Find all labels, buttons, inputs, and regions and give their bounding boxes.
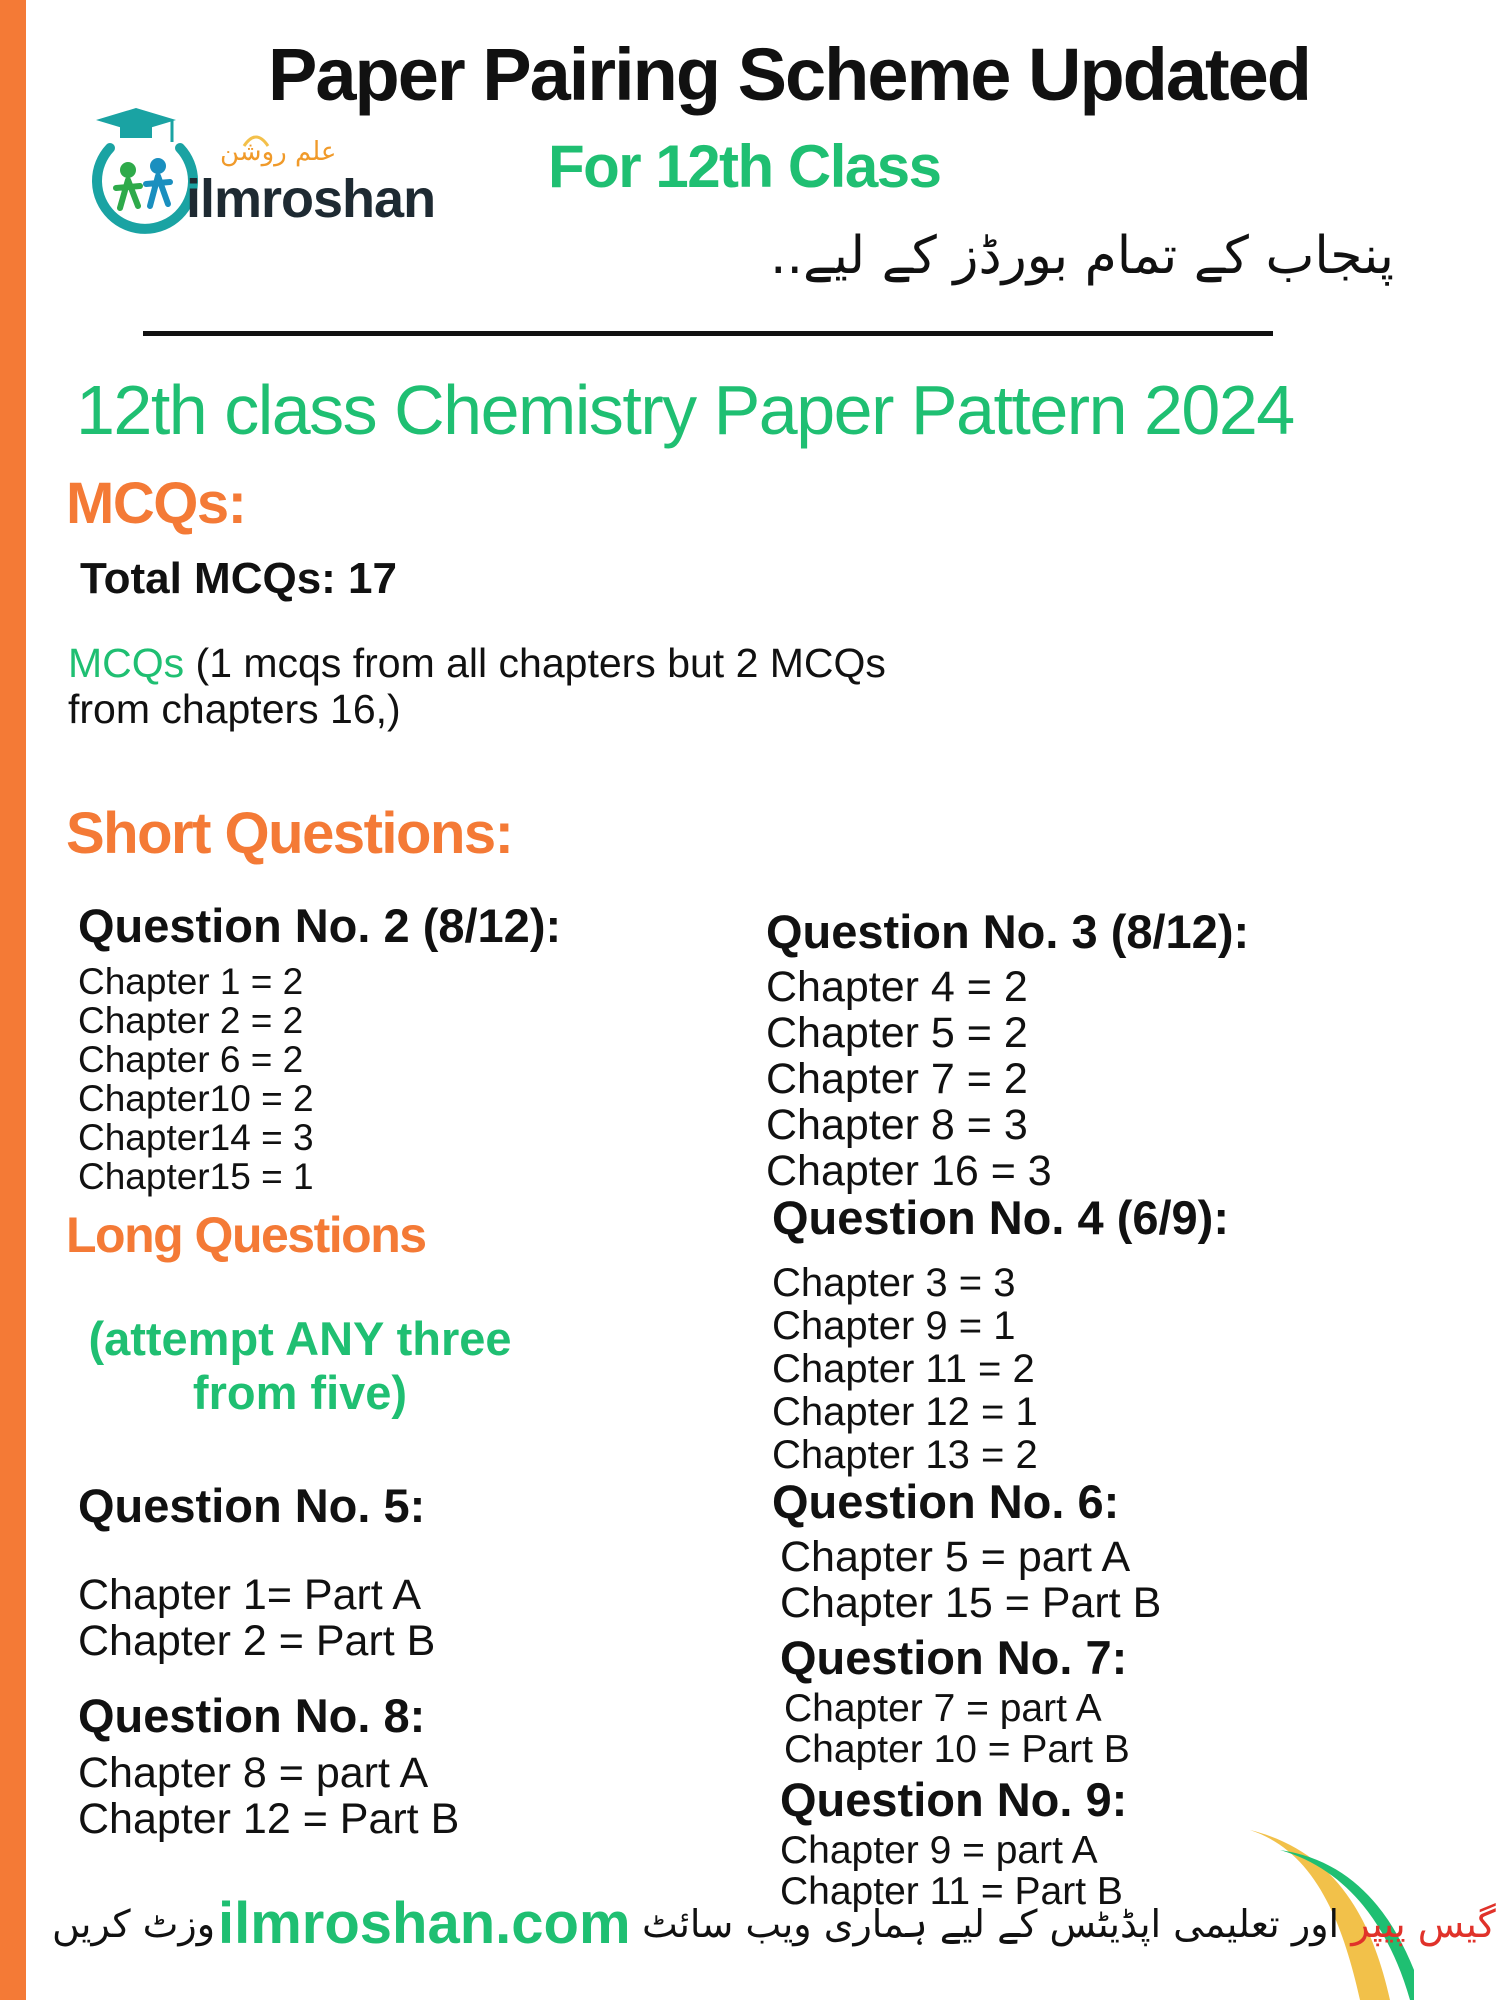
list-item: Chapter 1= Part A	[78, 1571, 422, 1619]
footer-urdu-text: اور تعلیمی اپڈیٹس کے لیے ہماری ویب سائٹ	[642, 1902, 1352, 1946]
question-9-list	[780, 1830, 1123, 1912]
list-item: Chapter 11 = 2	[772, 1347, 1035, 1391]
header-divider	[143, 331, 1273, 336]
list-item: Chapter 9 = 1	[772, 1304, 1016, 1348]
question-6-title: Question No. 6:	[772, 1475, 1120, 1528]
list-item: Chapter 3 = 3	[772, 1261, 1016, 1305]
list-item: Chapter 4 = 2	[766, 963, 1028, 1011]
question-6-list	[780, 1534, 1161, 1626]
question-2-title: Question No. 2 (8/12):	[78, 899, 562, 952]
mcqs-heading: MCQs:	[66, 471, 246, 536]
list-item: Chapter 5 = 2	[766, 1009, 1028, 1057]
list-item: Chapter 9 = part A	[780, 1829, 1098, 1872]
question-8-list	[78, 1750, 459, 1842]
list-item: Chapter 13 = 2	[772, 1433, 1038, 1477]
footer-urdu-left: وزٹ کریں	[52, 1902, 216, 1946]
list-item: Chapter 12 = 1	[772, 1390, 1038, 1434]
question-4-list	[772, 1262, 1038, 1477]
attempt-note: (attempt ANY three from five)	[88, 1312, 512, 1419]
question-7-list	[784, 1688, 1130, 1770]
footer-urdu-highlight: گیس پیپر	[1351, 1902, 1496, 1946]
list-item: Chapter14 = 3	[78, 1117, 314, 1158]
question-4-title: Question No. 4 (6/9):	[772, 1191, 1229, 1244]
page-subtitle: For 12th Class	[548, 133, 941, 200]
list-item: Chapter 11 = Part B	[780, 1870, 1123, 1913]
mcqs-highlight: MCQs	[68, 640, 185, 686]
question-3-title: Question No. 3 (8/12):	[766, 905, 1250, 958]
mcqs-description	[68, 640, 968, 732]
question-5-list	[78, 1572, 435, 1664]
question-3-list	[766, 964, 1052, 1194]
list-item: Chapter 2 = 2	[78, 1000, 304, 1041]
question-5-title: Question No. 5:	[78, 1479, 426, 1532]
long-questions-heading: Long Questions	[66, 1207, 426, 1263]
mcqs-description-text: (1 mcqs from all chapters but 2 MCQs from chapters 16,)	[68, 640, 886, 732]
list-item: Chapter 10 = Part B	[784, 1728, 1130, 1771]
list-item: Chapter10 = 2	[78, 1078, 314, 1119]
list-item: Chapter 2 = Part B	[78, 1617, 436, 1665]
list-item: Chapter 12 = Part B	[78, 1795, 460, 1843]
list-item: Chapter 5 = part A	[780, 1533, 1131, 1581]
short-questions-heading: Short Questions:	[66, 801, 513, 866]
list-item: Chapter 15 = Part B	[780, 1579, 1162, 1627]
urdu-subtitle: پنجاب کے تمام بورڈز کے لیے..	[770, 226, 1394, 286]
list-item: Chapter 8 = part A	[78, 1749, 429, 1797]
question-7-title: Question No. 7:	[780, 1631, 1128, 1684]
logo-urdu-text: علم روشن	[220, 137, 337, 167]
question-2-list	[78, 962, 314, 1196]
question-9-title: Question No. 9:	[780, 1773, 1128, 1826]
page-title: Paper Pairing Scheme Updated	[268, 33, 1311, 116]
list-item: Chapter 7 = part A	[784, 1687, 1102, 1730]
pattern-title: 12th class Chemistry Paper Pattern 2024	[76, 371, 1294, 449]
list-item: Chapter 8 = 3	[766, 1101, 1028, 1149]
list-item: Chapter 7 = 2	[766, 1055, 1028, 1103]
left-accent-stripe	[0, 0, 26, 2000]
footer-urdu-right	[642, 1902, 1496, 1946]
logo-wordmark: ilmroshan	[186, 169, 436, 229]
list-item: Chapter 1 = 2	[78, 961, 304, 1002]
footer-website-link[interactable]: ilmroshan.com	[218, 1891, 631, 1956]
question-8-title: Question No. 8:	[78, 1689, 426, 1742]
list-item: Chapter 16 = 3	[766, 1147, 1052, 1195]
list-item: Chapter15 = 1	[78, 1156, 314, 1197]
total-mcqs: Total MCQs: 17	[80, 554, 398, 603]
list-item: Chapter 6 = 2	[78, 1039, 304, 1080]
